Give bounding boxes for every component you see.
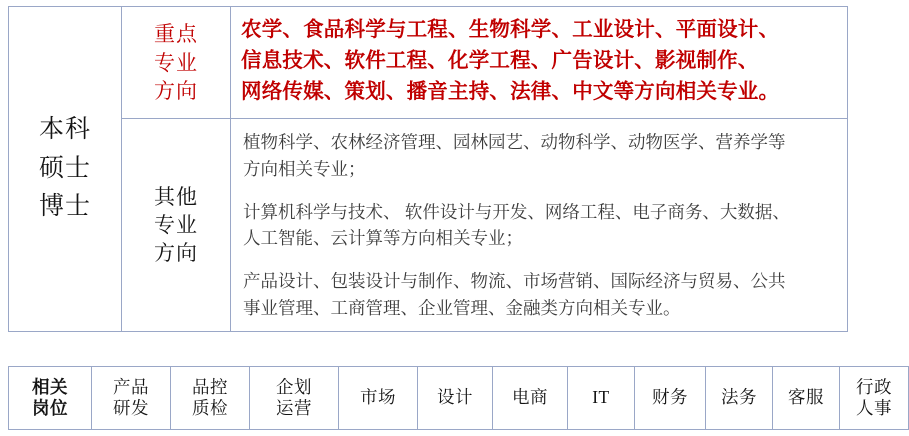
key-label-line-1: 重点 xyxy=(154,22,198,47)
position-planning-operations-line-2: 运营 xyxy=(276,398,312,418)
key-label-line-2: 专业 xyxy=(154,50,198,75)
key-majors-line-1: 农学、食品科学与工程、生物科学、工业设计、平面设计、 xyxy=(241,19,780,41)
position-it xyxy=(568,367,635,430)
position-admin-hr-line-1: 行政 xyxy=(856,376,892,397)
other-group-3-line-2: 事业管理、工商管理、企业管理、金融类方向相关专业。 xyxy=(243,297,681,318)
position-it-line-1: IT xyxy=(592,387,610,408)
degree-level-doctor: 博士 xyxy=(38,193,91,221)
position-marketing xyxy=(339,367,418,430)
position-planning-operations xyxy=(250,367,339,430)
position-quality-control xyxy=(171,367,250,430)
other-majors-group-technology xyxy=(243,199,837,252)
table-row xyxy=(9,367,909,430)
related-positions-header-line-2: 岗位 xyxy=(32,398,68,418)
key-majors-line-3: 网络传媒、策划、播音主持、法律、中文等方向相关专业。 xyxy=(241,81,780,104)
majors-table xyxy=(8,6,848,332)
other-label-line-2: 专业 xyxy=(154,213,198,238)
other-group-2-line-1: 计算机科学与技术、 软件设计与开发、网络工程、电子商务、大数据、 xyxy=(243,201,790,222)
key-major-direction-label xyxy=(122,7,231,119)
other-label-line-3: 方向 xyxy=(154,241,198,266)
related-positions-header xyxy=(9,367,92,430)
key-majors-content xyxy=(231,7,848,119)
other-majors-group-business xyxy=(243,268,837,321)
position-legal-line-1: 法务 xyxy=(721,387,757,408)
degree-level-undergraduate: 本科 xyxy=(38,115,91,143)
other-majors-group-agriculture xyxy=(243,129,837,182)
position-product-rd-line-1: 产品 xyxy=(113,376,149,397)
position-finance xyxy=(635,367,706,430)
position-design xyxy=(418,367,493,430)
position-ecommerce-line-1: 电商 xyxy=(512,387,548,408)
position-quality-control-line-2: 质检 xyxy=(192,398,228,418)
other-group-1-line-1: 植物科学、农林经济管理、园林园艺、动物科学、动物医学、营养学等 xyxy=(243,132,786,153)
other-major-direction-label xyxy=(122,119,231,332)
position-product-rd xyxy=(92,367,171,430)
other-majors-content xyxy=(231,119,848,332)
related-positions-header-line-1: 相关 xyxy=(32,376,68,397)
other-group-1-line-2: 方向相关专业； xyxy=(243,158,366,179)
position-finance-line-1: 财务 xyxy=(652,387,688,408)
other-group-3-line-1: 产品设计、包装设计与制作、物流、市场营销、国际经济与贸易、公共 xyxy=(243,271,786,292)
position-legal xyxy=(706,367,773,430)
position-product-rd-line-2: 研发 xyxy=(113,398,149,418)
position-marketing-line-1: 市场 xyxy=(360,387,396,408)
related-positions-table xyxy=(8,366,909,430)
degree-levels-cell xyxy=(9,7,122,332)
position-quality-control-line-1: 品控 xyxy=(192,376,228,397)
position-design-line-1: 设计 xyxy=(437,387,473,408)
key-majors-line-2: 信息技术、软件工程、化学工程、广告设计、影视制作、 xyxy=(241,50,759,73)
key-label-line-3: 方向 xyxy=(154,78,198,103)
position-customer-service xyxy=(773,367,840,430)
table-row-other-majors xyxy=(9,119,848,332)
related-positions-strip xyxy=(8,366,892,430)
position-admin-hr-line-2: 人事 xyxy=(856,398,892,418)
position-customer-service-line-1: 客服 xyxy=(788,387,824,408)
position-admin-hr xyxy=(840,367,909,430)
other-group-2-line-2: 人工智能、云计算等方向相关专业； xyxy=(243,228,523,249)
position-planning-operations-line-1: 企划 xyxy=(276,376,312,397)
degree-level-master: 硕士 xyxy=(38,154,91,182)
other-label-line-1: 其他 xyxy=(154,184,198,209)
table-row-key-majors xyxy=(9,7,848,119)
position-ecommerce xyxy=(493,367,568,430)
